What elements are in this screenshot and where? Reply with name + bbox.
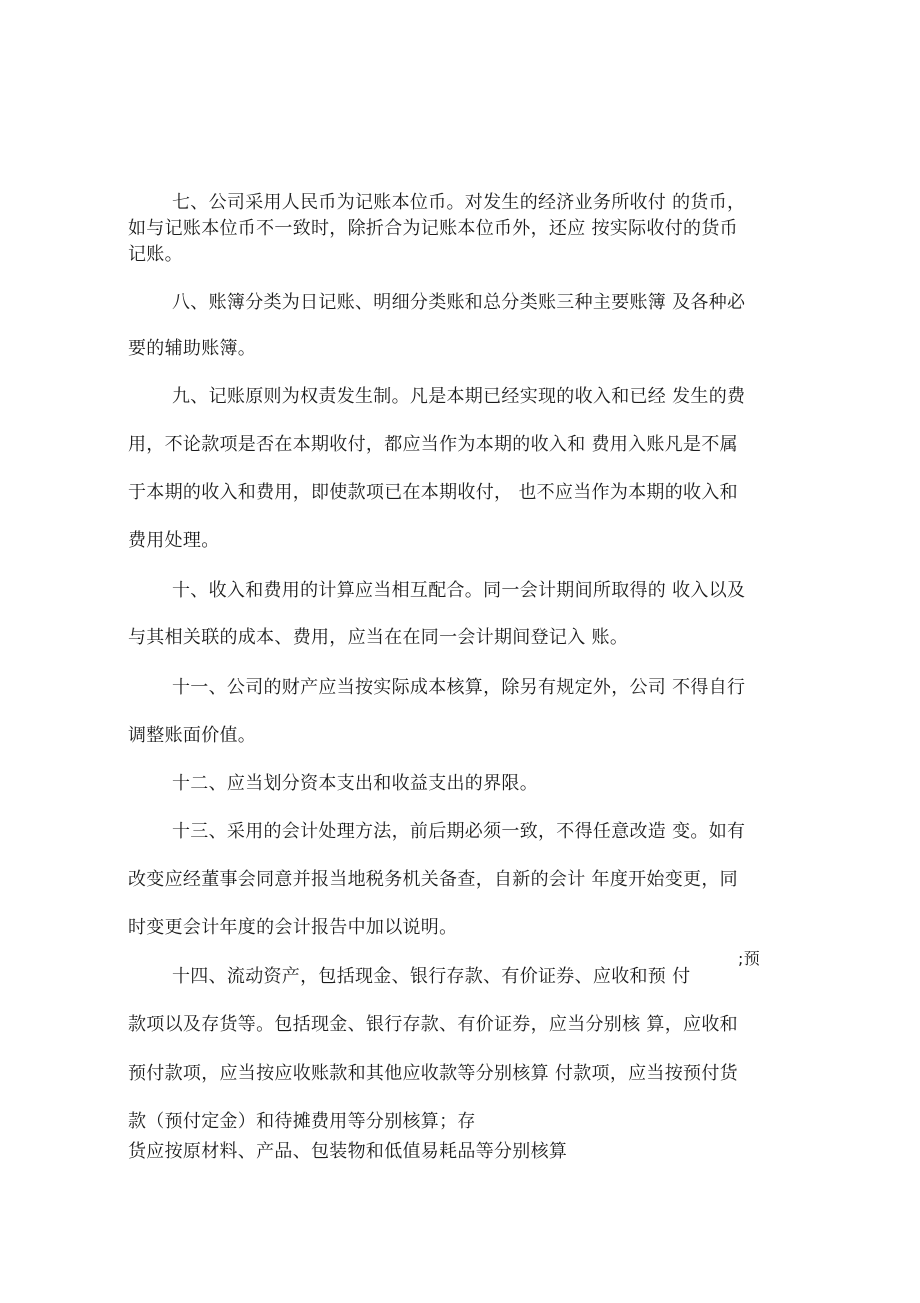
paragraph-8-line-2: 要的辅助账簿。 <box>128 338 257 359</box>
paragraph-14-line-3: 预付款项，应当按应收账款和其他应收款等分别核算 付款项，应当按预付货 <box>128 1063 738 1084</box>
paragraph-13-line-3: 时变更会计年度的会计报告中加以说明。 <box>128 917 458 938</box>
paragraph-9-line-3: 于本期的收入和费用，即使款项已在本期收付， 也不应当作为本期的收入和 <box>128 482 738 503</box>
paragraph-11-line-1: 十一、公司的财产应当按实际成本核算，除另有规定外，公司 不得自行 <box>172 677 746 698</box>
paragraph-7-line-2: 如与记账本位币不一致时，除折合为记账本位币外，还应 按实际收付的货币 <box>128 218 738 239</box>
paragraph-10-line-1: 十、收入和费用的计算应当相互配合。同一会计期间所取得的 收入以及 <box>172 580 746 601</box>
paragraph-14-line-4: 款（预付定金）和待摊费用等分别核算；存 <box>128 1111 476 1132</box>
paragraph-13-line-2: 改变应经董事会同意并报当地税务机关备查，自新的会计 年度开始变更，同 <box>128 869 738 890</box>
paragraph-7-line-3: 记账。 <box>128 244 183 265</box>
paragraph-7-line-1: 七、公司采用人民币为记账本位币。对发生的经济业务所收付 的货币， <box>172 192 746 213</box>
paragraph-11-line-2: 调整账面价值。 <box>128 725 257 746</box>
paragraph-14-line-2: 款项以及存货等。包括现金、银行存款、有价证券，应当分别核 算，应收和 <box>128 1014 738 1035</box>
paragraph-12-line-1: 十二、应当划分资本支出和收益支出的界限。 <box>172 773 538 794</box>
paragraph-8-line-1: 八、账簿分类为日记账、明细分类账和总分类账三种主要账簿 及各种必 <box>172 292 746 313</box>
paragraph-9-line-2: 用，不论款项是否在本期收付，都应当作为本期的收入和 费用入账凡是不属 <box>128 434 738 455</box>
paragraph-10-line-2: 与其相关联的成本、费用，应当在在同一会计期间登记入 账。 <box>128 627 629 648</box>
paragraph-14-line-5: 货应按原材料、产品、包装物和低值易耗品等分别核算 <box>128 1141 568 1162</box>
paragraph-9-line-1: 九、记账原则为权责发生制。凡是本期已经实现的收入和已经 发生的费 <box>172 386 746 407</box>
floating-fragment: ;预 <box>738 949 760 968</box>
paragraph-14-line-1: 十四、流动资产，包括现金、银行存款、有价证券、应收和预 付 <box>172 966 691 987</box>
paragraph-13-line-1: 十三、采用的会计处理方法，前后期必须一致，不得任意改造 变。如有 <box>172 821 746 842</box>
paragraph-9-line-4: 费用处理。 <box>128 530 220 551</box>
